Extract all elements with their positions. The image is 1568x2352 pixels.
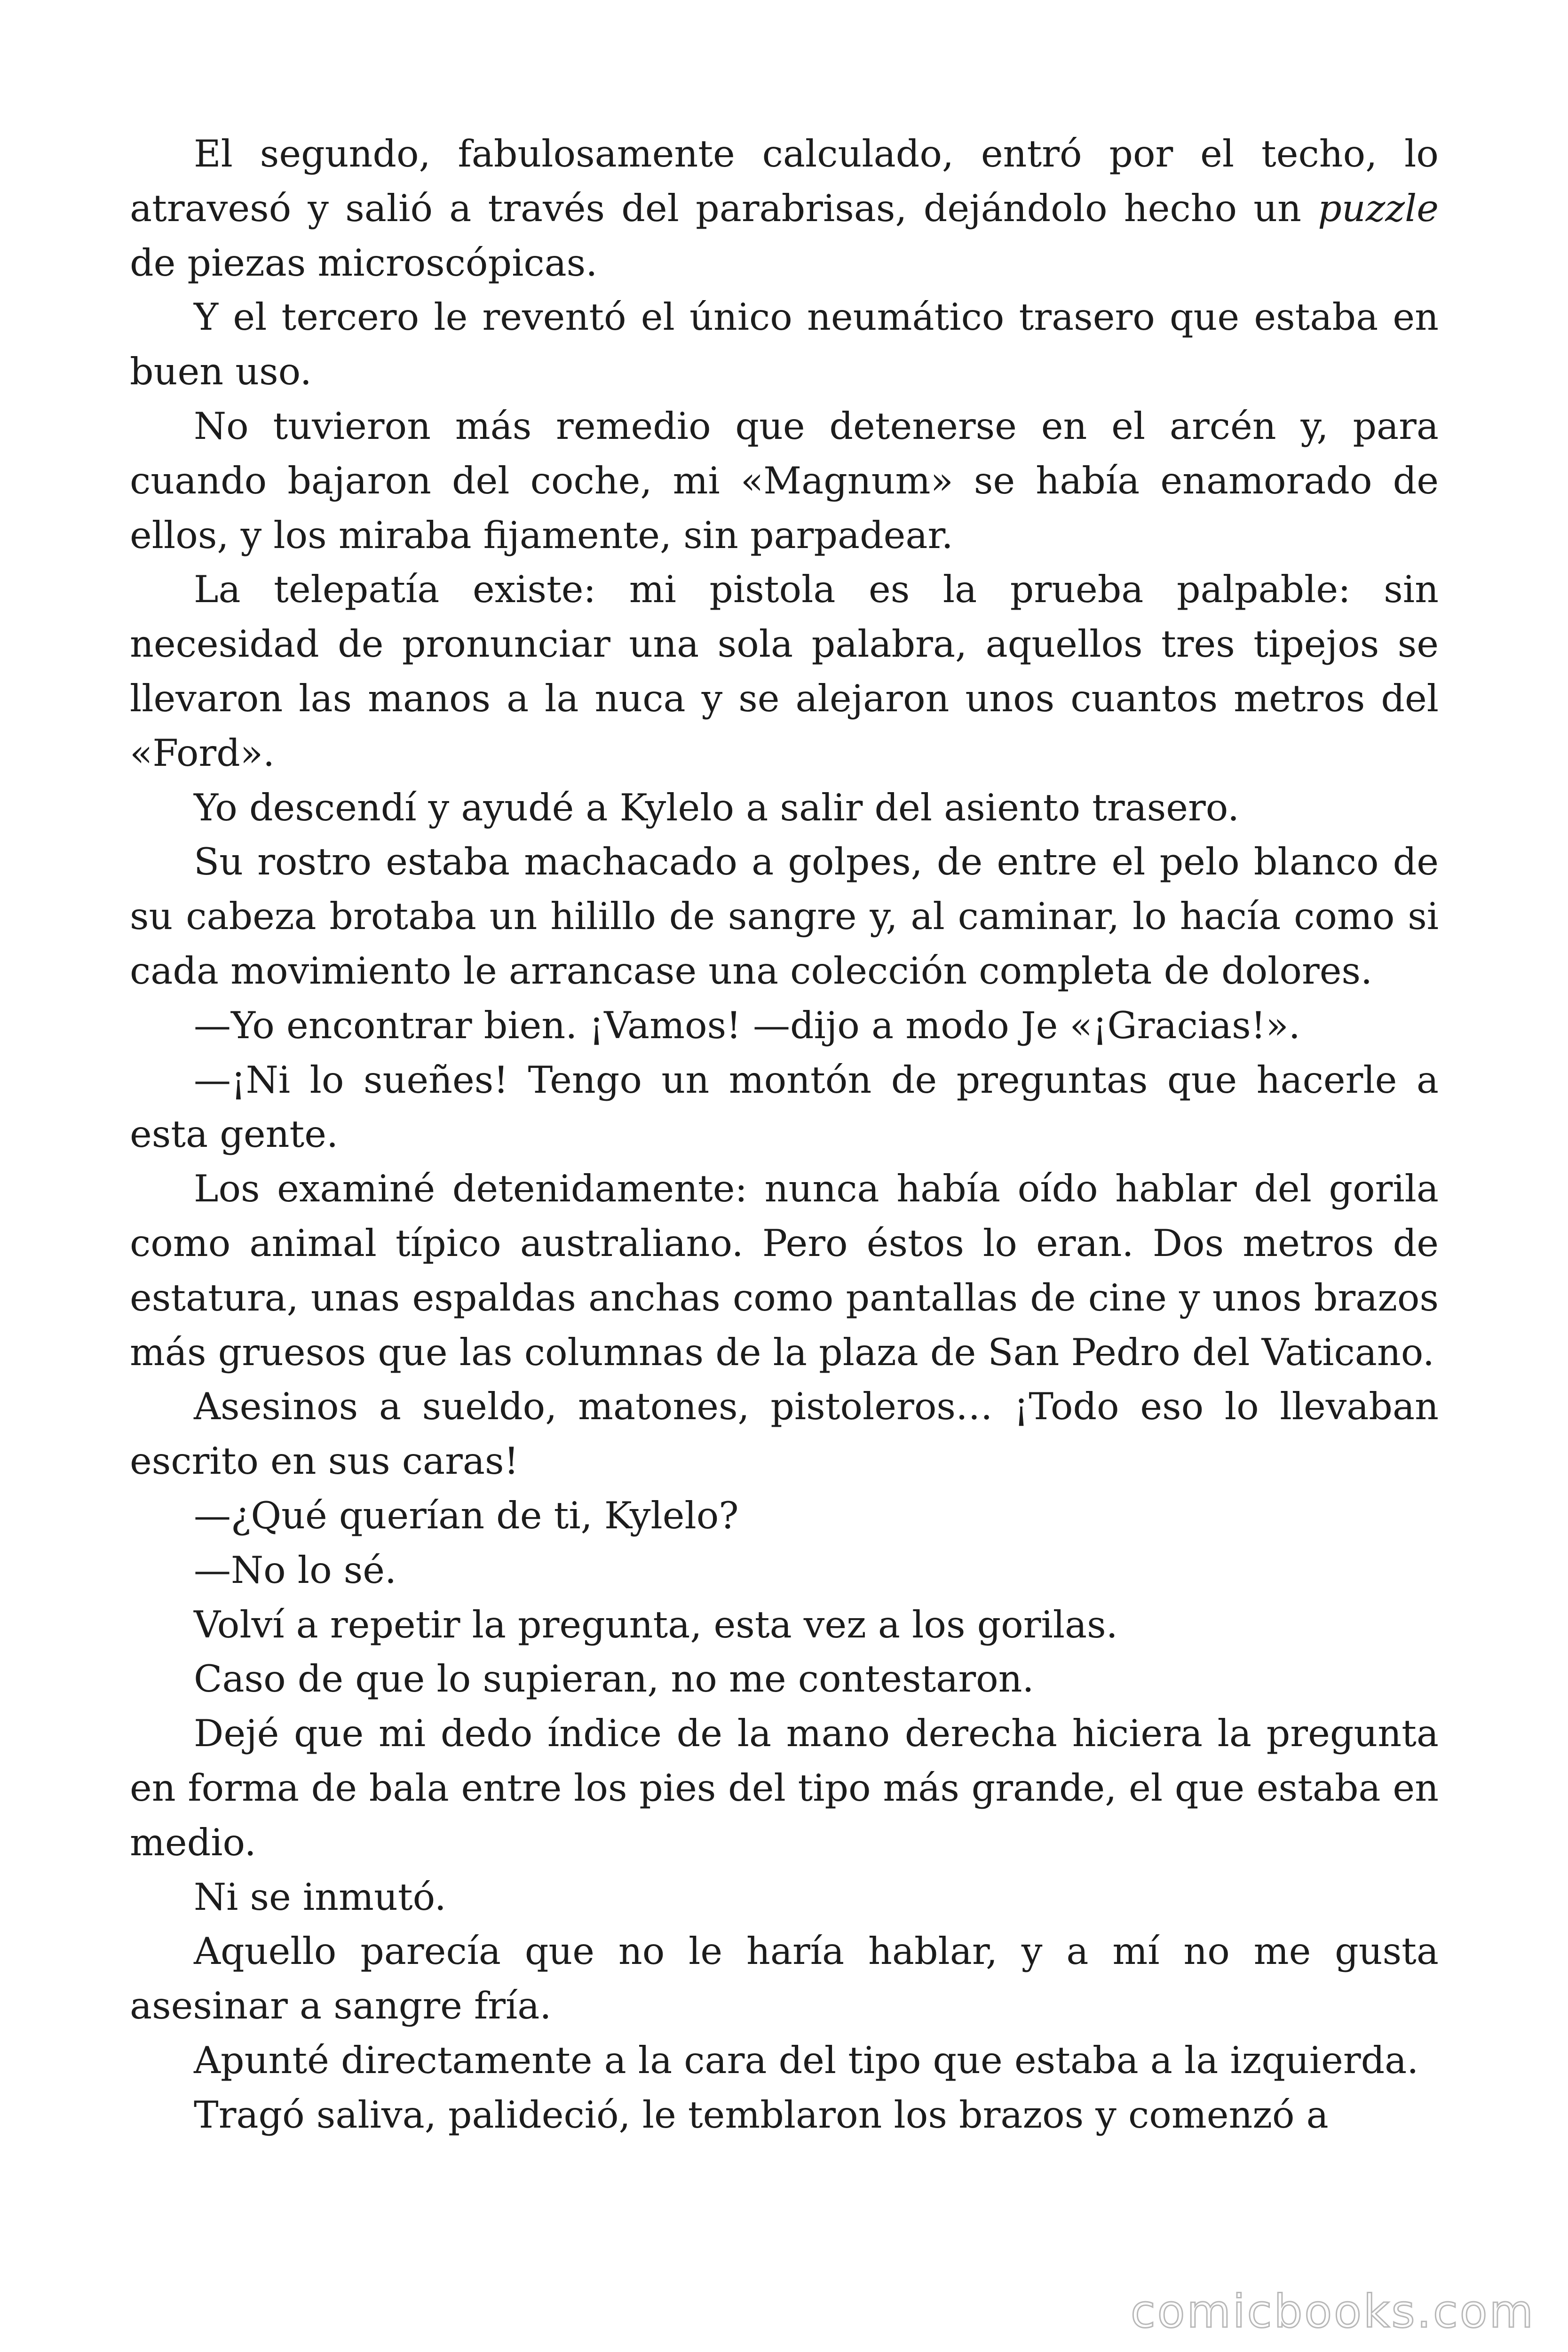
paragraph-1-text-start: El segundo, fabulosamente calculado, entró por el techo, lo atravesó y salió a través del parabrisas, dejándolo hecho un bbox=[130, 132, 1439, 230]
paragraph-9: Los examiné detenidamente: nunca había oído hablar del gorila como animal típico australiano. Pero éstos lo eran. Dos metros de estatura, unas espaldas anchas como pantallas de cine y unos brazos más gruesos que las columnas de la plaza de San Pedro del Vaticano. bbox=[130, 1167, 1439, 1374]
page-body bbox=[130, 127, 1439, 2142]
paragraph-14: Caso de que lo supieran, no me contestaron. bbox=[194, 1657, 1034, 1701]
italic-word: puzzle bbox=[1318, 186, 1439, 230]
paragraph-15: Dejé que mi dedo índice de la mano derecha hiciera la pregunta en forma de bala entre los pies del tipo más grande, el que estaba en medio. bbox=[130, 1712, 1439, 1864]
paragraph-10: Asesinos a sueldo, matones, pistoleros… ¡Todo eso lo llevaban escrito en sus caras! bbox=[130, 1385, 1439, 1483]
paragraph-11: —¿Qué querían de ti, Kylelo? bbox=[194, 1494, 739, 1537]
paragraph-4: La telepatía existe: mi pistola es la prueba palpable: sin necesidad de pronunciar una sola palabra, aquellos tres tipejos se llevaron las manos a la nuca y se alejaron unos cuantos metros del «Ford». bbox=[130, 568, 1439, 775]
paragraph-19: Tragó saliva, palideció, le temblaron los brazos y comenzó a bbox=[194, 2093, 1329, 2137]
watermark: comicbooks.com bbox=[1130, 2285, 1535, 2338]
paragraph-12: —No lo sé. bbox=[194, 1548, 397, 1592]
paragraph-8: —¡Ni lo sueñes! Tengo un montón de preguntas que hacerle a esta gente. bbox=[130, 1058, 1439, 1156]
paragraph-13: Volví a repetir la pregunta, esta vez a los gorilas. bbox=[194, 1603, 1118, 1646]
paragraph-1 bbox=[130, 127, 1439, 290]
paragraph-5: Yo descendí y ayudé a Kylelo a salir del asiento trasero. bbox=[194, 786, 1240, 829]
paragraph-6: Su rostro estaba machacado a golpes, de entre el pelo blanco de su cabeza brotaba un hilillo de sangre y, al caminar, lo hacía como si cada movimiento le arrancase una colección completa de dolores. bbox=[130, 840, 1439, 993]
paragraph-2: Y el tercero le reventó el único neumático trasero que estaba en buen uso. bbox=[130, 295, 1439, 394]
paragraph-18: Apunté directamente a la cara del tipo que estaba a la izquierda. bbox=[194, 2038, 1419, 2082]
paragraph-3: No tuvieron más remedio que detenerse en el arcén y, para cuando bajaron del coche, mi «Magnum» se había enamorado de ellos, y los miraba fijamente, sin parpadear. bbox=[130, 404, 1439, 557]
paragraph-7: —Yo encontrar bien. ¡Vamos! —dijo a modo Je «¡Gracias!». bbox=[194, 1003, 1300, 1047]
paragraph-16: Ni se inmutó. bbox=[194, 1875, 446, 1919]
paragraph-17: Aquello parecía que no le haría hablar, y a mí no me gusta asesinar a sangre fría. bbox=[130, 1930, 1439, 2028]
paragraph-1-text-end: de piezas microscópicas. bbox=[130, 241, 598, 285]
